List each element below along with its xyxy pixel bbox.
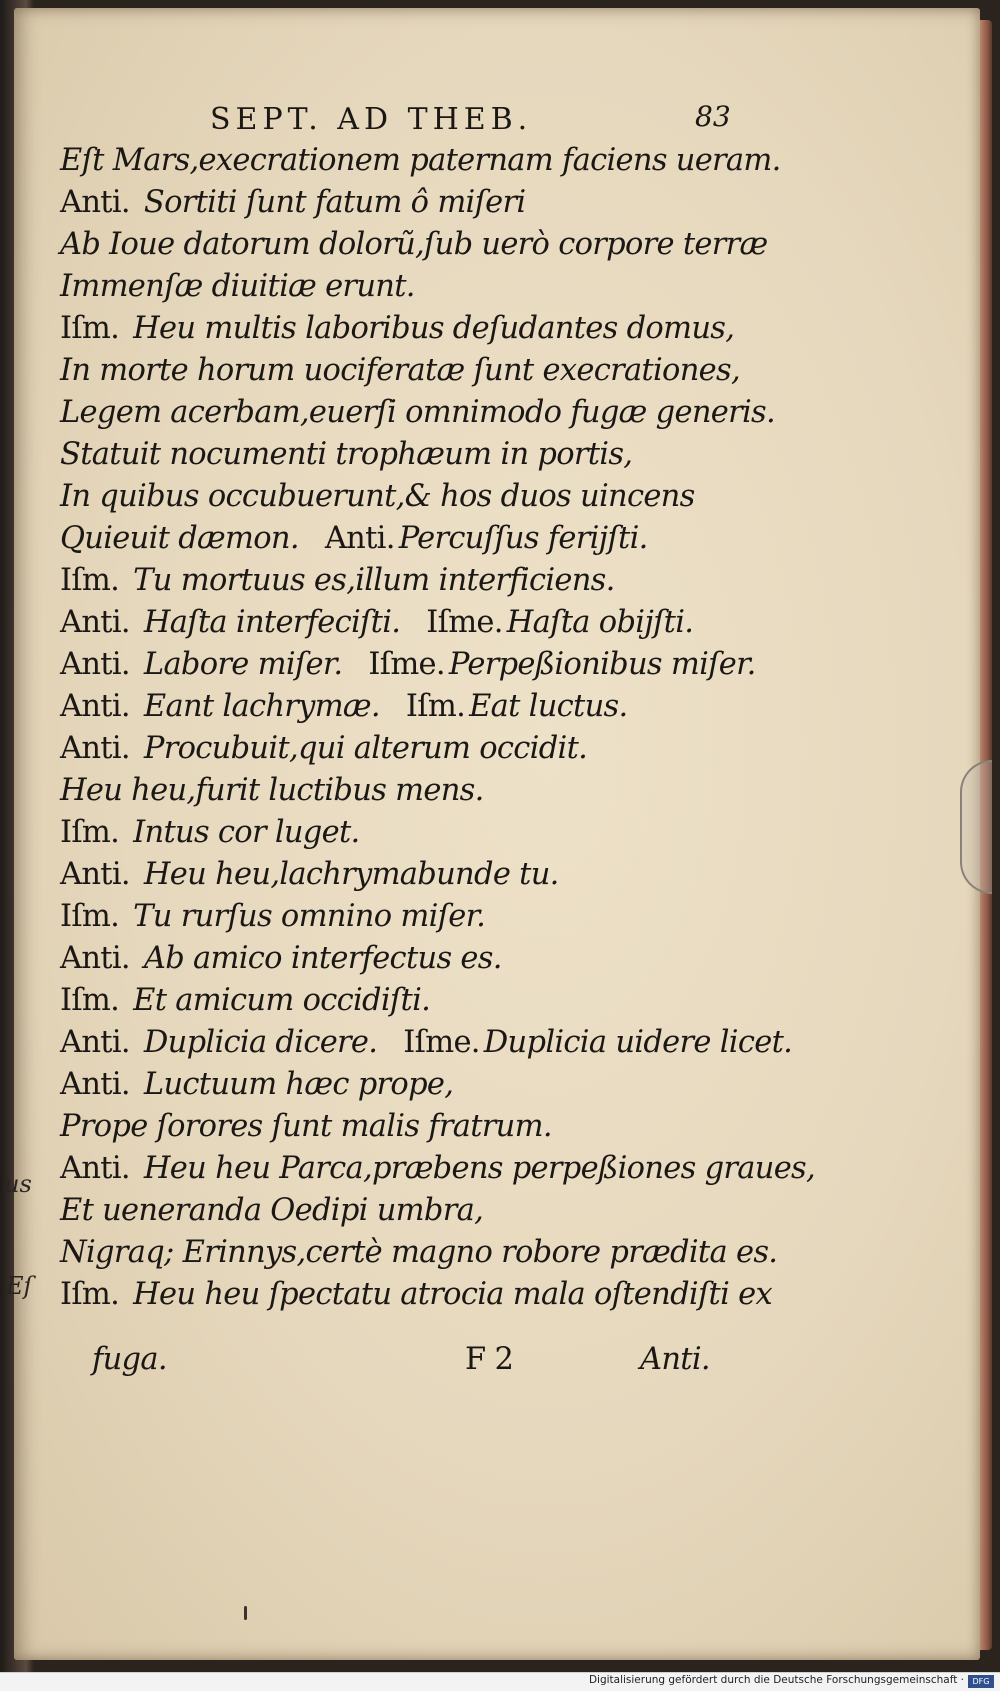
speaker-label: Iſme. bbox=[403, 1025, 480, 1060]
folio-number: 83 bbox=[695, 100, 731, 133]
credit-bar bbox=[0, 1672, 1000, 1691]
text-line bbox=[60, 392, 775, 434]
text-line bbox=[60, 266, 740, 308]
verse-text: Et ueneranda Oedipi umbra, bbox=[60, 1193, 484, 1228]
verse-text: Sortiti ſunt fatum ô miſeri bbox=[143, 185, 526, 220]
verse-text: Eat luctus. bbox=[469, 689, 628, 724]
text-line bbox=[60, 476, 740, 518]
ink-mark bbox=[244, 1606, 247, 1620]
text-line bbox=[60, 434, 740, 476]
text-block bbox=[60, 140, 816, 1316]
verse-text: Tu rurſus omnino miſer. bbox=[133, 899, 486, 934]
verse-text: Immenſæ diuitiæ erunt. bbox=[60, 269, 415, 304]
verse-text: In quibus occubuerunt,& hos duos uincens bbox=[60, 479, 695, 514]
verse-text: Heu heu ſpectatu atrocia mala oſtendiſti ex bbox=[133, 1277, 773, 1312]
running-head: SEPT. AD THEB. bbox=[210, 102, 533, 137]
text-line bbox=[60, 602, 740, 644]
text-line bbox=[60, 1106, 740, 1148]
speaker-label: Iſm. bbox=[60, 815, 120, 850]
text-line bbox=[60, 1190, 740, 1232]
speaker-label: Anti. bbox=[60, 185, 130, 220]
speaker-label: Iſm. bbox=[60, 899, 120, 934]
speaker-label: Anti. bbox=[60, 941, 130, 976]
text-line bbox=[60, 1064, 740, 1106]
text-line bbox=[60, 1022, 793, 1064]
margin-note: us bbox=[4, 1170, 32, 1198]
text-line bbox=[60, 686, 740, 728]
speaker-label: Anti. bbox=[60, 689, 130, 724]
text-line bbox=[60, 182, 740, 224]
text-line bbox=[60, 140, 781, 182]
verse-text: Prope ſorores ſunt malis fratrum. bbox=[60, 1109, 552, 1144]
speaker-label: Iſme. bbox=[426, 605, 503, 640]
verse-text: Labore miſer. bbox=[143, 647, 343, 682]
text-line bbox=[60, 1148, 816, 1190]
verse-text: Perpeßionibus miſer. bbox=[448, 647, 756, 682]
verse-text: Eſt Mars,execrationem paternam faciens ueram. bbox=[60, 143, 781, 178]
text-line bbox=[60, 812, 740, 854]
speaker-label: Iſm. bbox=[60, 1277, 120, 1312]
text-line bbox=[60, 644, 756, 686]
text-line bbox=[60, 728, 740, 770]
speaker-label: Iſm. bbox=[60, 563, 120, 598]
text-line bbox=[60, 896, 740, 938]
page-footer bbox=[60, 1342, 740, 1386]
speaker-label: Iſme. bbox=[368, 647, 445, 682]
text-line bbox=[60, 1274, 773, 1316]
speaker-label: Anti. bbox=[60, 1067, 130, 1102]
verse-text: In morte horum uociferatæ ſunt execrationes, bbox=[60, 353, 740, 388]
speaker-label: Iſm. bbox=[60, 311, 120, 346]
text-line bbox=[60, 308, 740, 350]
verse-text: Tu mortuus es,illum interficiens. bbox=[133, 563, 615, 598]
verse-text: Quieuit dæmon. bbox=[60, 521, 299, 556]
verse-text: Procubuit,qui alterum occidit. bbox=[143, 731, 588, 766]
text-line bbox=[60, 518, 740, 560]
speaker-label: Anti. bbox=[60, 1025, 130, 1060]
text-line bbox=[60, 770, 740, 812]
speaker-label: Anti. bbox=[60, 605, 130, 640]
text-line bbox=[60, 560, 740, 602]
speaker-label: Anti. bbox=[60, 731, 130, 766]
verse-text: Percuſſus ferijſti. bbox=[398, 521, 648, 556]
verse-text: Legem acerbam,euerſi omnimodo fugæ generis. bbox=[60, 395, 775, 430]
verse-text: Heu multis laboribus deſudantes domus, bbox=[133, 311, 735, 346]
verse-text: Ab amico interfectus es. bbox=[143, 941, 502, 976]
text-line bbox=[60, 854, 740, 896]
speaker-label: Anti. bbox=[324, 521, 395, 556]
verse-text: Heu heu Parca,præbens perpeßiones graues, bbox=[143, 1151, 816, 1186]
digitization-credit: Digitalisierung gefördert durch die Deutsche Forschungsgemeinschaft · bbox=[588, 1674, 964, 1686]
verse-text: Intus cor luget. bbox=[133, 815, 360, 850]
text-line bbox=[60, 938, 740, 980]
verse-text: Eant lachrymæ. bbox=[143, 689, 380, 724]
speaker-label: Anti. bbox=[60, 857, 130, 892]
speaker-label: Anti. bbox=[60, 1151, 130, 1186]
signature-mark: F 2 bbox=[465, 1342, 514, 1377]
verse-text: Et amicum occidiſti. bbox=[133, 983, 431, 1018]
dfg-logo: DFG bbox=[968, 1675, 994, 1688]
verse-text: Duplicia dicere. bbox=[143, 1025, 378, 1060]
text-line bbox=[60, 1232, 778, 1274]
verse-text: Haſta interfeciſti. bbox=[143, 605, 401, 640]
verse-text: Heu heu,furit luctibus mens. bbox=[60, 773, 484, 808]
verse-text: Heu heu,lachrymabunde tu. bbox=[143, 857, 559, 892]
verse-text: Nigraq; Erinnys,certè magno robore prædita es. bbox=[60, 1235, 778, 1270]
text-line bbox=[60, 980, 740, 1022]
verse-text: Luctuum hæc prope, bbox=[143, 1067, 454, 1102]
catchword-left: fuga. bbox=[92, 1342, 167, 1377]
speaker-label: Anti. bbox=[60, 647, 130, 682]
page-header bbox=[60, 98, 740, 144]
verse-text: Ab Ioue datorum dolorũ,ſub uerò corpore terræ bbox=[60, 227, 768, 262]
speaker-label: Iſm. bbox=[405, 689, 466, 724]
verse-text: Statuit nocumenti trophæum in portis, bbox=[60, 437, 633, 472]
catchword-right: Anti. bbox=[640, 1342, 710, 1377]
text-line bbox=[60, 350, 740, 392]
verse-text: Haſta obijſti. bbox=[506, 605, 694, 640]
text-line bbox=[60, 224, 768, 266]
page-clip bbox=[960, 760, 992, 894]
verse-text: Duplicia uidere licet. bbox=[483, 1025, 793, 1060]
margin-note: Eſ bbox=[6, 1272, 33, 1300]
speaker-label: Iſm. bbox=[60, 983, 120, 1018]
